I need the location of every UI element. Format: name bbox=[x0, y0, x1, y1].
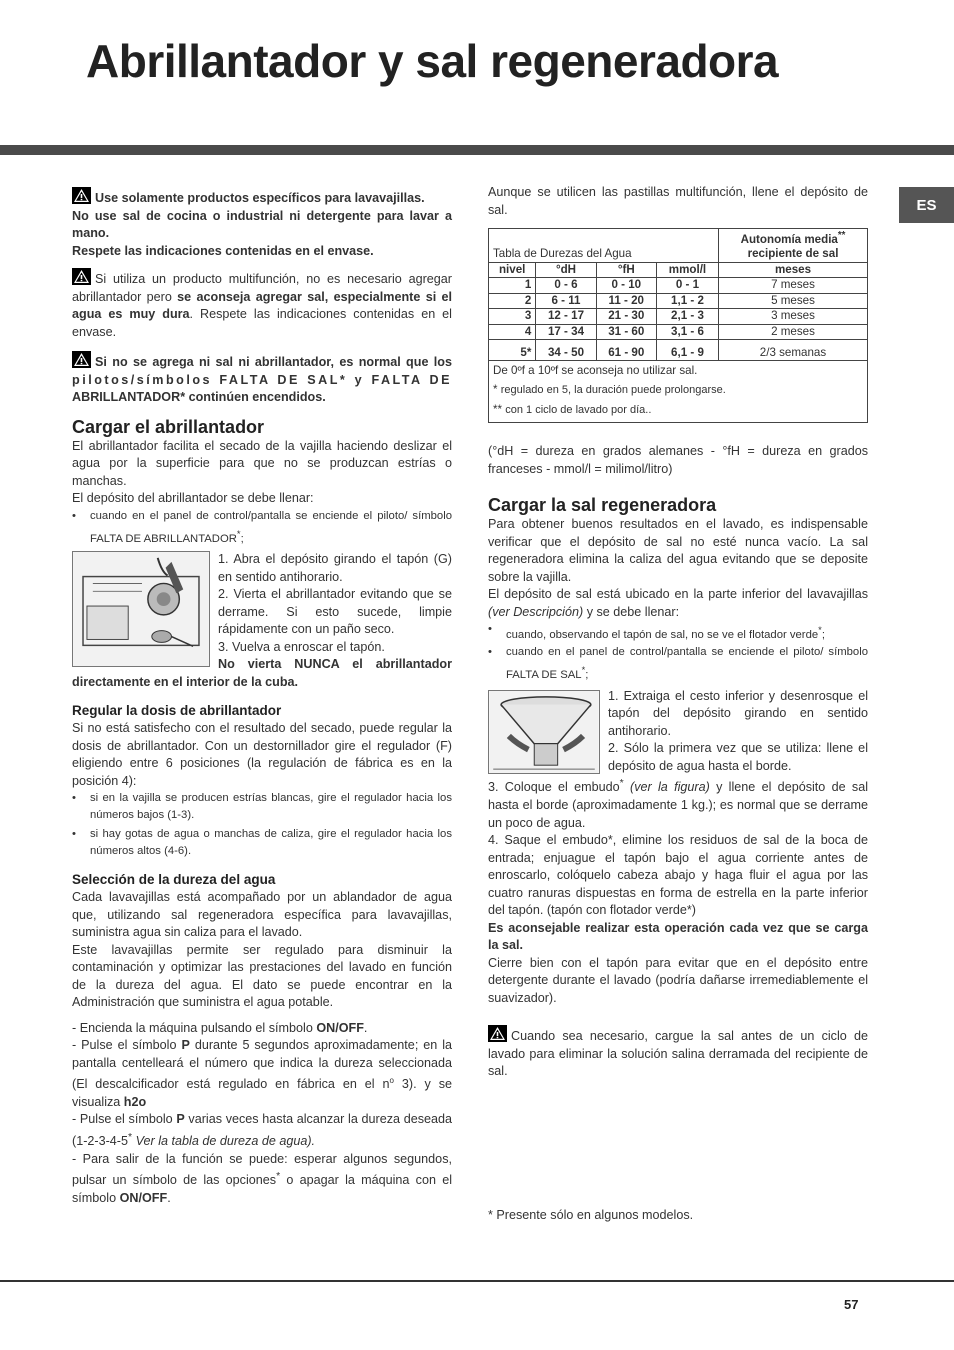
warning-icon bbox=[72, 268, 91, 285]
warning-no-salt: Si no se agrega ni sal ni abrillantador, es normal que los pilotos/símbolos FALTA DE SAL* y FALTA DE ABRILLANTADOR* continúen encendidos. bbox=[72, 351, 452, 407]
warning-icon bbox=[72, 351, 91, 368]
table-col-header: mmol/l bbox=[656, 262, 718, 278]
right-column bbox=[488, 184, 868, 1081]
table-cell: 2 bbox=[489, 293, 536, 309]
hardness-p2: Este lavavajillas permite ser regulado para disminuir la contaminación y optimizar las prestaciones del lavado en función de la dureza del agua. El dato se puede encontrar en la Administración que suministra el agua potable. bbox=[72, 942, 452, 1010]
table-cell: 17 - 34 bbox=[536, 324, 596, 340]
autonomy-header: Autonomía media** recipiente de sal bbox=[719, 229, 868, 263]
dose-bullet-1: • si en la vajilla se producen estrías blancas, gire el regulador hacia los números bajos (1-3). bbox=[72, 790, 452, 824]
rinse-bullet: • cuando en el panel de control/pantalla se enciende el piloto/ símbolo FALTA DE ABRILLANTADOR*; bbox=[72, 508, 452, 548]
table-cell: 34 - 50 bbox=[536, 340, 596, 361]
table-body bbox=[489, 278, 868, 361]
salt-bold-note: Es aconsejable realizar esta operación cada vez que se carga la sal. bbox=[488, 920, 868, 953]
table-cell: 7 meses bbox=[719, 278, 868, 294]
table-cell: 21 - 30 bbox=[596, 309, 656, 325]
table-cell: 6 - 11 bbox=[536, 293, 596, 309]
left-column bbox=[72, 187, 452, 1207]
hardness-step-4: - Para salir de la función se puede: esperar algunos segundos, pulsar un símbolo de las opciones* o apagar la máquina con el símbolo ON/OFF. bbox=[72, 1151, 452, 1205]
salt-tablets-note: Aunque se utilicen las pastillas multifunción, llene el depósito de sal. bbox=[488, 185, 868, 217]
table-cell: 5 meses bbox=[719, 293, 868, 309]
salt-bullet-1: • cuando, observando el tapón de sal, no se ve el flotador verde*; bbox=[488, 621, 868, 644]
dose-bullet-2: • si hay gotas de agua o manchas de caliza, gire el regulador hacia los números altos (4-6). bbox=[72, 826, 452, 860]
table-cell: 12 - 17 bbox=[536, 309, 596, 325]
table-row bbox=[489, 278, 868, 294]
table-notes: De 0ºf a 10ºf se aconseja no utilizar sal. * regulado en 5, la duración puede prolongarse. ** con 1 ciclo de lavado por día.. bbox=[489, 361, 868, 423]
table-cell: 2/3 semanas bbox=[719, 340, 868, 361]
table-cell: 3 bbox=[489, 309, 536, 325]
salt-bullet-2: • cuando en el panel de control/pantalla se enciende el piloto/ símbolo FALTA DE SAL*; bbox=[488, 644, 868, 684]
rinse-aid-dispenser-illustration bbox=[72, 551, 210, 667]
table-row bbox=[489, 309, 868, 325]
table-cell: 6,1 - 9 bbox=[656, 340, 718, 361]
rinse-steps bbox=[72, 551, 452, 691]
table-cell: 0 - 6 bbox=[536, 278, 596, 294]
table-cell: 4 bbox=[489, 324, 536, 340]
table-row bbox=[489, 324, 868, 340]
hardness-heading: Selección de la dureza del agua bbox=[72, 872, 276, 888]
rinse-bold-note: No vierta NUNCA el abrillantador directamente en el interior de la cuba. bbox=[72, 657, 452, 689]
table-cell: 11 - 20 bbox=[596, 293, 656, 309]
table-col-header: °fH bbox=[596, 262, 656, 278]
table-row bbox=[489, 293, 868, 309]
table-cell: 61 - 90 bbox=[596, 340, 656, 361]
salt-p3: Cierre bien con el tapón para evitar que en el depósito entre detergente durante el lavado (podría dañarse irremediablemente el suavizador). bbox=[488, 955, 868, 1005]
salt-warning: Cuando sea necesario, cargue la sal antes de un ciclo de lavado para eliminar la solución salina derramada del recipiente de sal. bbox=[488, 1025, 868, 1081]
rinse-intro: El abrillantador facilita el secado de la vajilla haciendo deslizar el agua por la superficie para que no se produzcan estrías o manchas. bbox=[72, 438, 452, 488]
warning-icon bbox=[488, 1025, 507, 1042]
salt-steps bbox=[488, 688, 868, 832]
table-header-row bbox=[489, 262, 868, 278]
salt-step-4: 4. Saque el embudo*, elimine los residuos de sal de la boca de entrada; enjuague el tapón bajo el agua corriente antes de enroscarlo, colóquelo cabeza abajo y haga fluir el agua por las cuatro ranuras dispuestas en forma de estrella en la parte inferior del tapón. (tapón con flotador verde*) bbox=[488, 833, 868, 918]
warning-products: Use solamente productos específicos para lavavajillas. No use sal de cocina o industrial ni detergente para lavar a mano. Respete las indicaciones contenidas en el envase. bbox=[72, 187, 452, 260]
salt-step-1: 1. Extraiga el cesto inferior y desenrosque el tapón del depósito girando en sentido antihorario. bbox=[608, 688, 868, 738]
salt-step-2: 2. Sólo la primera vez que se utiliza: llene el depósito de agua hasta el borde. bbox=[608, 741, 868, 773]
warning-multifunction: Si utiliza un producto multifunción, no es necesario agregar abrillantador pero se aconseja agregar sal, especialmente si el agua es muy dura. Respete las indicaciones contenidas en el envase. bbox=[72, 268, 452, 341]
rinse-fill: El depósito del abrillantador se debe llenar: bbox=[72, 491, 314, 505]
table-cell: 1,1 - 2 bbox=[656, 293, 718, 309]
table-caption: Tabla de Durezas del Agua bbox=[489, 229, 719, 263]
salt-p2: El depósito de sal está ubicado en la parte inferior del lavavajillas (ver Descripción) y se debe llenar: bbox=[488, 587, 868, 619]
table-col-header: nivel bbox=[489, 262, 536, 278]
hardness-p1: Cada lavavajillas está acompañado por un ablandador de agua que, utilizando sal regeneradora específica para lavavajillas, suministra agua sin caliza para el lavado. bbox=[72, 890, 452, 940]
table-cell: 3 meses bbox=[719, 309, 868, 325]
water-hardness-table bbox=[488, 228, 868, 423]
table-cell: 2,1 - 3 bbox=[656, 309, 718, 325]
table-cell: 3,1 - 6 bbox=[656, 324, 718, 340]
rinse-step-1: 1. Abra el depósito girando el tapón (G) en sentido antihorario. bbox=[218, 552, 452, 584]
table-col-header: meses bbox=[719, 262, 868, 278]
language-tab: ES bbox=[899, 187, 954, 223]
hardness-step-2: - Pulse el símbolo P durante 5 segundos aproximadamente; en la pantalla centelleará el número que indica la dureza seleccionada (El descalcificador está regulado en fábrica en el $n^o$ 3). y se visualiza h2o bbox=[72, 1038, 453, 1109]
salt-step-3: 3. Coloque el embudo* (ver la figura) y llene el depósito de sal hasta el borde (aproximadamente 1 kg.); es normal que se derrame un poco de agua. bbox=[488, 777, 868, 830]
rinse-step-3: 3. Vuelva a enroscar el tapón. bbox=[218, 639, 385, 654]
rinse-step-2: 2. Vierta el abrillantador evitando que se derrame. Si esto sucede, limpie rápidamente con un paño seco. bbox=[218, 587, 452, 637]
rinse-aid-heading: Cargar el abrillantador bbox=[72, 416, 265, 437]
header-divider bbox=[0, 145, 954, 155]
salt-funnel-illustration bbox=[488, 690, 600, 774]
table-cell: 0 - 10 bbox=[596, 278, 656, 294]
table-cell: 2 meses bbox=[719, 324, 868, 340]
table-cell: 5* bbox=[489, 340, 536, 361]
table-col-header: °dH bbox=[536, 262, 596, 278]
table-row bbox=[489, 340, 868, 361]
dose-heading: Regular la dosis de abrillantador bbox=[72, 703, 282, 719]
units-note: (°dH = dureza en grados alemanes - °fH = dureza en grados franceses - mmol/l = milimol/litro) bbox=[488, 444, 868, 476]
footer-divider bbox=[0, 1280, 954, 1282]
hardness-step-1: - Encienda la máquina pulsando el símbolo ON/OFF. bbox=[72, 1020, 368, 1035]
table-cell: 31 - 60 bbox=[596, 324, 656, 340]
footnote: * Presente sólo en algunos modelos. bbox=[488, 1208, 694, 1222]
salt-heading: Cargar la sal regeneradora bbox=[488, 495, 717, 516]
page-title: Abrillantador y sal regeneradora bbox=[86, 35, 779, 87]
page-number: 57 bbox=[844, 1297, 859, 1312]
dose-text: Si no está satisfecho con el resultado del secado, puede regular la dosis de abrillantador. Con un destornillador gire el regulador (F) eligiendo entre 6 posiciones (la regulación de fábrica es en la posición 4): bbox=[72, 721, 452, 788]
salt-p1: Para obtener buenos resultados en el lavado, es indispensable verificar que el depósito de sal no esté nunca vacío. La sal regeneradora elimina la caliza del agua evitando que se deposite sobre la vajilla. bbox=[488, 517, 868, 584]
table-cell: 1 bbox=[489, 278, 536, 294]
hardness-step-3: - Pulse el símbolo P varias veces hasta alcanzar la dureza deseada (1-2-3-4-5* Ver la tabla de dureza de agua). bbox=[72, 1112, 453, 1149]
warning-icon bbox=[72, 187, 91, 204]
table-cell: 0 - 1 bbox=[656, 278, 718, 294]
